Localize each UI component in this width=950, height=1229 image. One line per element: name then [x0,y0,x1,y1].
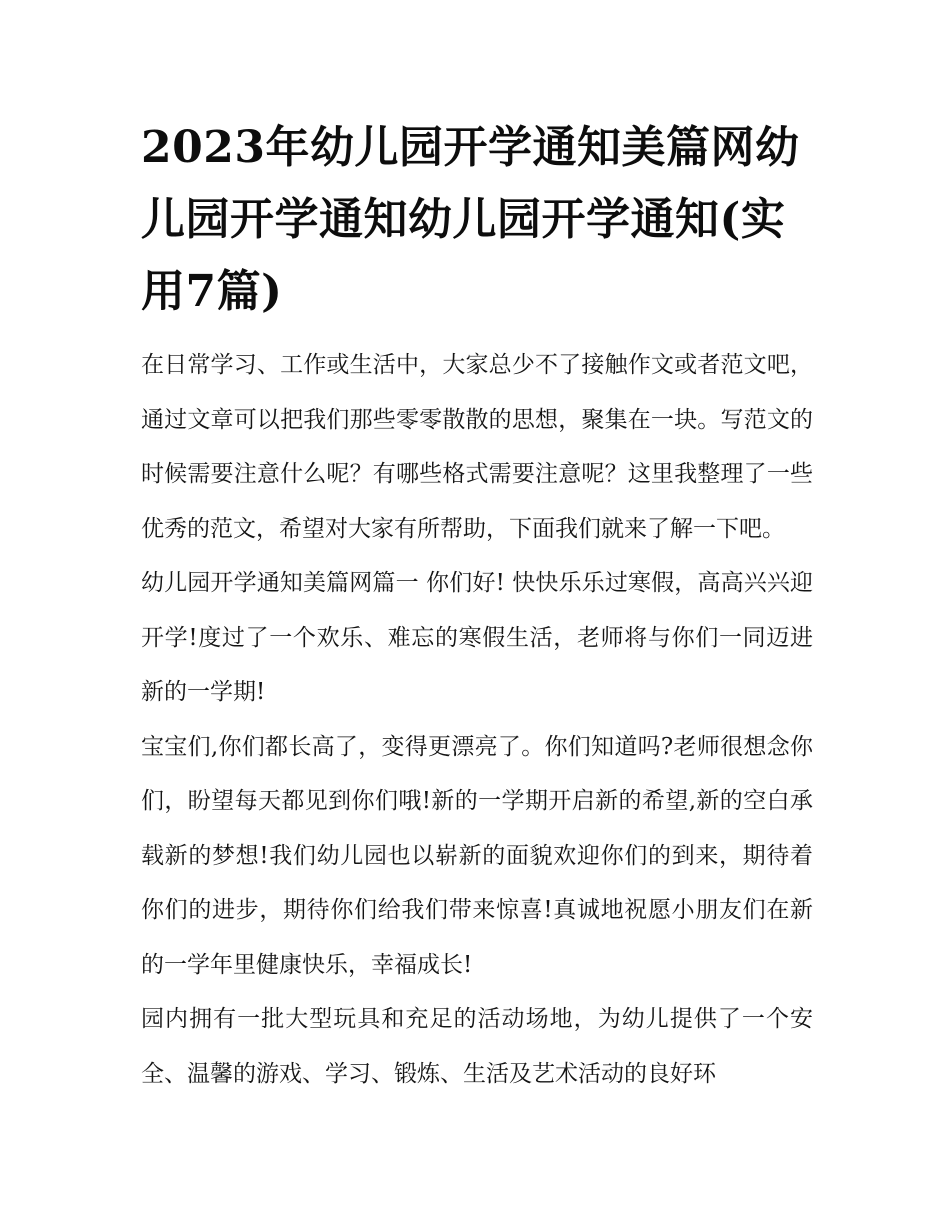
document-body [141,338,813,1101]
document-page [141,112,813,1101]
document-title: 2023年幼儿园开学通知美篇网幼儿园开学通知幼儿园开学通知(实用7篇) [141,122,800,317]
paragraph-intro: 在日常学习、工作或生活中，大家总少不了接触作文或者范文吧，通过文章可以把我们那些零零散散的思想，聚集在一块。写范文的时候需要注意什么呢？有哪些格式需要注意呢？这里我整理了一些优秀的范文，希望对大家有所帮助，下面我们就来了解一下吧。 [141,352,813,542]
paragraph-facilities: 园内拥有一批大型玩具和充足的活动场地，为幼儿提供了一个安全、温馨的游戏、学习、锻炼、生活及艺术活动的良好环 [141,1006,813,1087]
paragraph-welcome: 宝宝们,你们都长高了，变得更漂亮了。你们知道吗?老师很想念你们，盼望每天都见到你们哦!新的一学期开启新的希望,新的空白承载新的梦想!我们幼儿园也以崭新的面貌欢迎你们的到来，期待着你们的进步，期待你们给我们带来惊喜!真诚地祝愿小朋友们在新的一学年里健康快乐，幸福成长! [141,733,813,978]
paragraph-greeting: 幼儿园开学通知美篇网篇一 你们好! 快快乐乐过寒假，高高兴兴迎开学!度过了一个欢乐、难忘的寒假生活，老师将与你们一同迈进新的一学期! [141,570,813,705]
